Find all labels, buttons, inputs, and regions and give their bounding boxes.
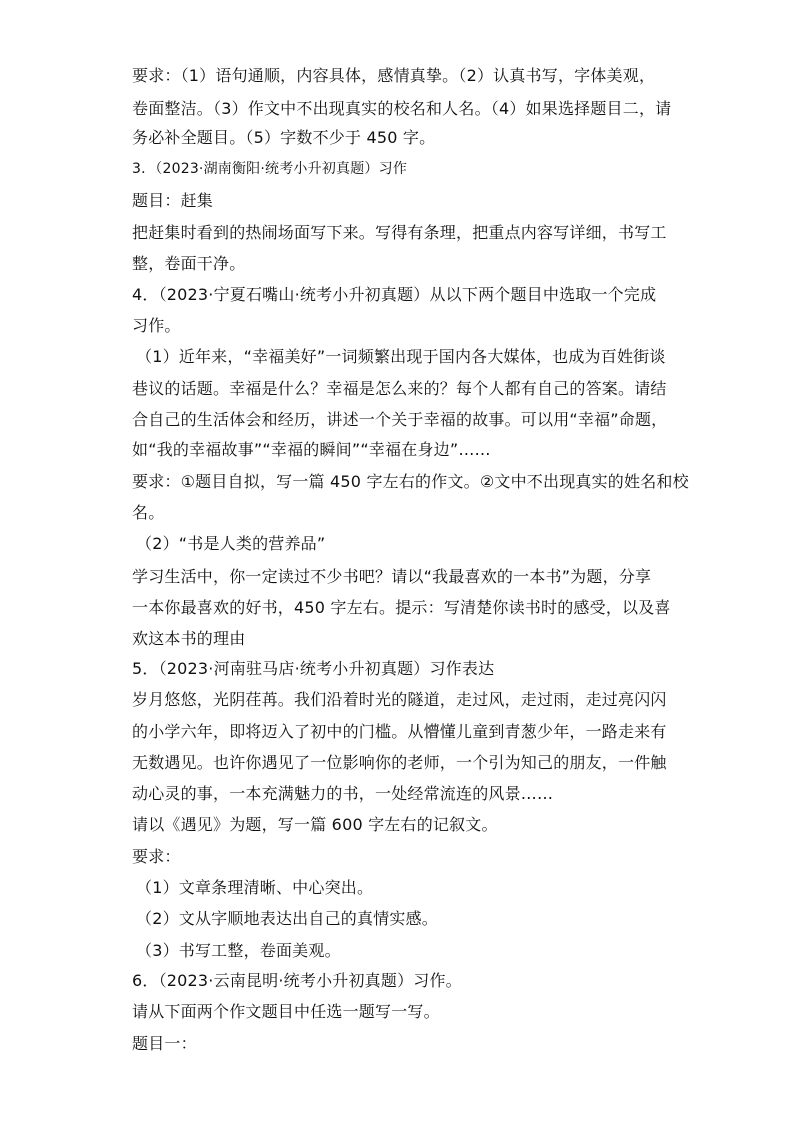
question-4-option-2-line-1: 学习生活中，你一定读过不少书吧？请以“我最喜欢的一本书”为题，分享 <box>132 567 652 586</box>
question-3-heading: 3．（2023·湖南衡阳·统考小升初真题）习作 <box>132 161 408 177</box>
question-5-requirement-3: （3）书写工整，卷面美观。 <box>136 941 341 960</box>
question-5-body-line-2: 的小学六年，即将迈入了初中的门槛。从懵懂儿童到青葱少年，一路走来有 <box>132 722 667 741</box>
question-3-body-line-2: 整，卷面干净。 <box>132 254 246 273</box>
question-4-option-1-line-3: 合自己的生活体会和经历，讲述一个关于幸福的故事。可以用“幸福”命题， <box>132 410 668 429</box>
question-6-instruction: 请从下面两个作文题目中任选一题写一写。 <box>132 1002 440 1021</box>
question-4-heading: 4．（2023·宁夏石嘴山·统考小升初真题）从以下两个题目中选取一个完成 <box>132 285 657 304</box>
question-5-body-line-1: 岁月悠悠，光阴荏苒。我们沿着时光的隧道，走过风，走过雨，走过亮闪闪 <box>132 690 667 709</box>
question-6-topic-1-label: 题目一： <box>132 1034 197 1053</box>
question-4-requirement-line-1: 要求：①题目自拟，写一篇 450 字左右的作文。②文中不出现真实的姓名和校 <box>132 472 689 491</box>
question-5-requirement-label: 要求： <box>132 847 181 866</box>
question-4-option-1-line-4: 如“我的幸福故事”“幸福的瞬间”“幸福在身边”…… <box>132 440 491 459</box>
question-4-option-1-line-2: 巷议的话题。幸福是什么？幸福是怎么来的？每个人都有自己的答案。请结 <box>132 379 667 398</box>
question-4-heading-cont: 习作。 <box>132 316 181 335</box>
requirement-line-2: 卷面整洁。（3）作文中不出现真实的校名和人名。（4）如果选择题目二，请 <box>132 99 672 118</box>
requirement-line-3: 务必补全题目。（5）字数不少于 450 字。 <box>132 128 436 147</box>
question-4-requirement-line-2: 名。 <box>132 503 165 522</box>
question-5-heading: 5．（2023·河南驻马店·统考小升初真题）习作表达 <box>132 659 495 678</box>
question-5-body-line-4: 动心灵的事，一本充满魅力的书，一处经常流连的风景…… <box>132 784 554 803</box>
question-5-requirement-2: （2）文从字顺地表达出自己的真情实感。 <box>136 909 438 928</box>
question-3-title: 题目：赶集 <box>132 191 214 210</box>
question-4-option-2-title: （2）“书是人类的营养品” <box>136 534 326 553</box>
question-5-body-line-3: 无数遇见。也许你遇见了一位影响你的老师，一个引为知己的朋友，一件触 <box>132 753 667 772</box>
question-4-option-2-line-2: 一本你最喜欢的好书，450 字左右。提示：写清楚你读书时的感受，以及喜 <box>132 598 671 617</box>
requirement-line-1: 要求：（1）语句通顺，内容具体，感情真挚。（2）认真书写，字体美观， <box>132 66 656 85</box>
question-5-requirement-1: （1）文章条理清晰、中心突出。 <box>136 878 374 897</box>
question-3-body-line-1: 把赶集时看到的热闹场面写下来。写得有条理，把重点内容写详细，书写工 <box>132 223 667 242</box>
question-4-option-2-line-3: 欢这本书的理由 <box>132 629 246 648</box>
question-6-heading: 6．（2023·云南昆明·统考小升初真题）习作。 <box>132 971 462 990</box>
question-5-instruction: 请以《遇见》为题，写一篇 600 字左右的记叙文。 <box>132 815 498 834</box>
question-4-option-1-line-1: （1）近年来，“幸福美好”一词频繁出现于国内各大媒体，也成为百姓街谈 <box>136 347 666 366</box>
